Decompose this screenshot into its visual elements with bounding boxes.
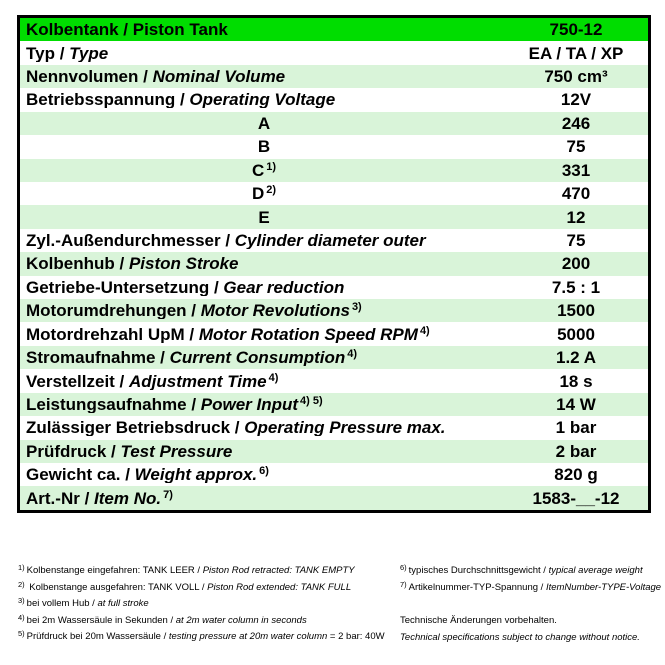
spec-label [20,279,508,296]
footnote-line [18,629,388,646]
label-separator: / [209,278,224,296]
label-separator: / [230,419,245,437]
spec-value: 200 [561,254,591,274]
table-row [20,486,648,509]
footnote-line [400,563,658,580]
footnote-german: Kolbenstange eingefahren: TANK LEER / [26,565,203,576]
footnote-number: 2) [18,579,25,589]
label-german: Verstellzeit [26,372,115,390]
footnote-number: 1) [18,563,25,572]
footnote-marker: 4) [419,325,430,337]
label-separator: / [138,68,153,86]
spec-value: 2 bar [555,441,597,461]
label-german: Zyl.-Außendurchmesser [26,232,221,249]
table-row [20,299,648,322]
spec-value: 75 [566,231,586,250]
label-german: Gewicht ca. [26,466,121,484]
notice-german: Technische Änderungen vorbehalten. [400,615,557,626]
spec-label [20,21,508,38]
spec-value: 14 W [556,394,596,414]
table-row [20,88,648,111]
spec-label [20,45,508,62]
spec-label [20,68,508,85]
footnote-number: 7) [400,579,407,589]
footnote-marker: 4) [268,372,279,384]
label-german: Betriebsspannung [26,91,176,109]
label-german: Leistungsaufnahme [26,395,187,413]
label-english: Weight approx. [134,466,258,484]
footnote-german: Prüfdruck bei 20m Wassersäule / [26,631,169,642]
label-german: Art.-Nr [26,489,80,507]
table-row [20,182,648,205]
spec-label [20,373,508,390]
label-separator: / [186,302,201,320]
label-separator: / [106,442,121,460]
footnotes-left [18,563,388,646]
spec-value: 12V [560,90,592,110]
label-english: Adjustment Time [129,372,267,390]
label-english: Piston Tank [132,21,228,39]
spec-label [20,419,508,436]
table-row [20,135,648,158]
spec-value: 246 [561,113,591,133]
label-english: Operating Voltage [189,91,336,109]
footnote-marker: 1) [266,161,277,173]
label-separator: / [79,489,95,507]
footnote-german: Kolbenstange ausgefahren: TANK VOLL / [26,581,208,593]
change-notice [400,613,658,646]
footnote-english: ItemNumber-TYPE-Voltage [545,581,662,593]
table-row [20,393,648,416]
spec-label [20,443,508,460]
label-english: Power Input [200,395,299,413]
footnote-line [18,613,388,630]
label-english: Piston Stroke [128,255,239,273]
label-german: B [257,138,271,156]
label-german: Motordrehzahl UpM [26,325,185,343]
label-german: E [258,208,270,226]
footnote-line [18,563,388,580]
footnotes-right [400,563,662,646]
table-row [20,463,648,486]
spec-value: 75 [566,137,586,157]
label-english: Current Consumption [169,349,346,367]
footnote-tail: = 2 bar: 40W [327,631,385,642]
label-english: Operating Pressure max. [244,419,446,437]
footnote-marker: 4) 5) [300,395,323,407]
table-row [20,346,648,369]
spec-label [20,185,508,202]
footnote-german: bei vollem Hub / [26,598,98,609]
label-german: Nennvolumen [26,68,139,86]
label-separator: / [220,232,235,249]
spec-value: 1500 [557,301,595,321]
label-german: Stromaufnahme [26,349,156,367]
spec-value: 5000 [557,324,595,344]
label-german: D [251,185,265,203]
label-german: Zulässiger Betriebsdruck [26,419,231,437]
label-separator: / [155,349,170,367]
footnote-marker: 2) [266,185,277,197]
footnote-english: Piston Rod extended: TANK FULL [207,581,352,593]
footnote-line [18,596,388,613]
spec-label [20,162,508,179]
label-separator: / [120,466,135,484]
label-separator: / [184,325,199,343]
label-separator: / [175,91,190,109]
footnote-marker: 7) [163,489,173,501]
spec-label [20,349,508,366]
label-german: Kolbenhub [26,255,115,273]
table-row [20,65,648,88]
table-row [20,159,648,182]
table-row [20,369,648,392]
spec-label [20,466,508,483]
label-german: Prüfdruck [26,442,107,460]
footnote-number: 6) [400,563,407,572]
footnote-english: at 2m water column in seconds [175,614,307,626]
table-row [20,416,648,439]
footnote-marker: 3) [351,302,362,314]
label-english: Item No. [94,489,162,507]
label-separator: / [114,255,129,273]
label-separator: / [114,372,129,390]
spec-value: 1.2 A [555,348,596,368]
table-row [20,112,648,135]
footnote-line [400,579,662,597]
spec-label [20,138,508,155]
label-german: C [251,161,265,179]
table-row [20,18,648,41]
table-row [20,276,648,299]
footnote-number: 5) [18,629,25,638]
footnote-english: testing pressure at 20m water column [168,631,328,642]
spec-value: 750 cm³ [544,67,608,87]
footnote-german: typisches Durchschnittsgewicht / [408,565,549,576]
label-english: Nominal Volume [152,68,286,86]
label-german: Typ [26,44,55,62]
table-row [20,205,648,228]
footnote-german: Artikelnummer-TYP-Spannung / [408,581,546,593]
spec-value: 12 [566,207,586,227]
spec-label [20,302,508,319]
footnote-english: at full stroke [97,598,149,609]
spec-label [20,326,508,343]
footnote-english: typical average weight [548,565,643,576]
label-separator: / [54,44,70,62]
label-english: Cylinder diameter outer [234,232,426,249]
table-row [20,322,648,345]
footnote-marker: 4) [347,349,358,361]
spec-value: 331 [561,160,591,180]
spec-label [20,255,508,272]
table-row [20,252,648,275]
spec-label [20,232,508,249]
spec-value: 1 bar [555,418,597,438]
spec-label [20,209,508,226]
footnote-marker: 6) [259,466,269,478]
footnote-number: 3) [18,596,25,605]
table-row [20,229,648,252]
spec-label [20,91,508,108]
table-row [20,440,648,463]
label-english: Type [69,44,109,62]
notice-english: Technical specifications subject to change without notice. [400,631,640,643]
label-german: Motorumdrehungen [26,302,187,320]
spec-label [20,396,508,413]
footnote-number: 4) [18,612,25,622]
spec-value: 750-12 [549,20,603,40]
spec-value: 470 [561,184,591,204]
spec-value: 1583-__-12 [532,488,620,508]
label-english: Motor Revolutions [200,302,350,320]
footnote-english: Piston Rod retracted: TANK EMPTY [202,565,355,576]
spec-label [20,490,508,507]
spec-value: 7.5 : 1 [551,277,601,297]
label-separator: / [186,395,201,413]
label-german: Kolbentank [26,21,119,39]
label-separator: / [118,21,133,39]
footnote-german: bei 2m Wassersäule in Sekunden / [26,614,176,626]
label-german: Getriebe-Untersetzung [26,278,210,296]
spec-value: 18 s [559,371,593,391]
label-german: A [257,114,271,132]
footnote-line [18,580,388,597]
spec-value: EA / TA / XP [528,43,624,63]
label-english: Gear reduction [223,278,345,296]
spec-table [17,15,651,513]
label-english: Test Pressure [120,442,233,460]
label-english: Motor Rotation Speed RPM [198,325,418,343]
spec-value: 820 g [554,465,598,485]
spec-label [20,115,508,132]
table-row [20,41,648,64]
